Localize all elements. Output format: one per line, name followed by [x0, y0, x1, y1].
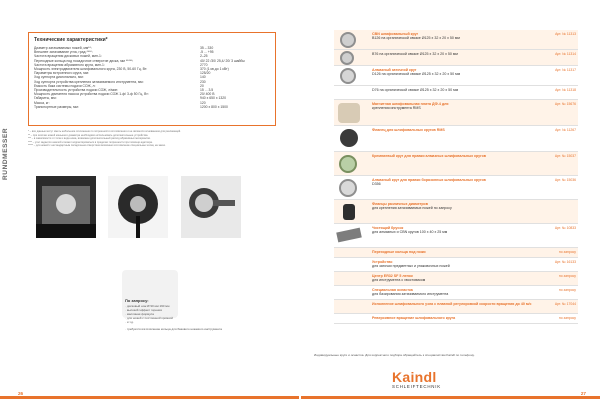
- product-title: Устройство: [372, 260, 393, 264]
- product-row: [334, 176, 578, 200]
- product-image: [334, 86, 370, 99]
- product-article: Арт. № 17044: [554, 302, 576, 306]
- spec-label: Емкость бака системы подачи СОЖ, л:: [34, 83, 96, 88]
- accessories-text: [125, 298, 245, 331]
- product-image: [334, 126, 370, 151]
- product-title: Магнитная шлифовальная плита ДФ-4 для: [372, 102, 449, 106]
- spec-value: 2–25: [200, 54, 208, 59]
- product-row: [334, 30, 578, 50]
- product-title: Исполнение шлифовального узла с плавной регулировкой скорости вращения до 40 м/с: [372, 302, 532, 306]
- product-row: [334, 248, 578, 258]
- product-article: Арт. № 11317: [555, 68, 576, 72]
- spec-value: 120: [200, 100, 206, 105]
- product-desc: B76 на органической связке Ø125 x 32 x 20 x 50 мм: [372, 52, 458, 56]
- product-title: Фланцы различных диаметров: [372, 202, 428, 206]
- brand-logo: [392, 369, 502, 389]
- spec-label: Мощность двигателя насоса устройства подачи СОЖ 1-ф/ 3-ф 50 Гц, Вт:: [34, 92, 149, 97]
- spec-value: 230: [200, 79, 206, 84]
- product-row: [334, 272, 578, 286]
- product-row: [334, 66, 578, 86]
- product-row: [334, 258, 578, 272]
- product-article: по запросу: [558, 288, 576, 292]
- spec-value: 35 – 330: [200, 46, 214, 50]
- product-row: [334, 314, 578, 324]
- accessories-item: · дисковый нож Ø 90 мм 190 мм: [125, 304, 170, 308]
- product-desc: для базирования затачиваемого инструмента: [372, 292, 449, 296]
- strip-gap: [299, 396, 301, 399]
- product-list: [334, 30, 578, 324]
- product-image: [334, 300, 370, 313]
- footnotes: [28, 130, 278, 148]
- product-article: по запросу: [558, 250, 576, 254]
- machine-photo-1: [36, 176, 96, 238]
- accessories-item: · масляная формула: [125, 312, 154, 316]
- product-image: [334, 200, 370, 223]
- brand-name: Kaindl: [392, 369, 437, 385]
- spec-label: Внешнее затачивание угла, град.****:: [34, 50, 93, 55]
- page-number-left: 26: [18, 391, 24, 396]
- footnote: * – все данные могут иметь небольшое отклонение по погрешности изготовления и не являются основанием для рекламаций.: [28, 130, 181, 133]
- product-desc: D126 на органической связке Ø125 x 32 x 20 x 50 мм: [372, 72, 461, 76]
- product-image: [334, 50, 370, 65]
- product-title: Фланец для шлифовальных кругов RMS: [372, 128, 445, 132]
- product-article: по запросу: [558, 274, 576, 278]
- product-desc: D356: [372, 182, 381, 186]
- brand-sub: SCHLEIFTECHNIK: [392, 384, 442, 389]
- product-title: Кремниевый круг для правки алмазных шлифовальных кругов: [372, 154, 486, 158]
- product-row: [334, 152, 578, 176]
- product-desc: для инструмента с хвостовиком: [372, 278, 426, 282]
- product-image: [334, 176, 370, 199]
- side-label: RUNDMESSER: [2, 127, 9, 180]
- spec-label: Мощность электродвигателя шлифовального круга, 230 В, 50-60 Гц, Вт:: [34, 67, 148, 72]
- product-row: [334, 300, 578, 314]
- spec-value: 1200 x 800 x 1500: [200, 104, 228, 109]
- spec-label: Габариты, мм:: [34, 96, 57, 101]
- product-desc: для крепления затачиваемых ножей по запросу: [372, 206, 452, 210]
- spec-label: Транспортные размеры, мм:: [34, 104, 79, 109]
- product-article: Арт. № 15037: [554, 154, 576, 158]
- product-image: [334, 248, 370, 257]
- product-row: [334, 100, 578, 126]
- footnote: **** – угол задается шкалой и может корректироваться в пределах погрешности при помощи адаптера.: [28, 140, 153, 144]
- product-article: по запросу: [558, 316, 576, 320]
- product-row: [334, 126, 578, 152]
- product-article: Арт. № 10833: [554, 226, 576, 230]
- spec-title: Технические характеристики*: [34, 37, 108, 43]
- footnote: *** – в зависимости от типа и вида ножа, возможен дополнительный расход абразивных материалов.: [28, 137, 151, 141]
- spec-value: 15 ... 3.5: [200, 88, 214, 93]
- accessories-foot: · требуется изготовление кольца для бакового ножевого инструмента: [125, 327, 222, 331]
- product-desc: D76 на органической связке Ø125 x 32 x 20 x 50 мм: [372, 88, 459, 92]
- accessories-item: · высокий эффект горения: [125, 308, 162, 312]
- product-article: Арт. № 15676: [554, 102, 576, 106]
- product-title: Реверсивное вращение шлифовального круга: [372, 316, 456, 320]
- product-desc: B126 на органической связке Ø125 x 32 x 20 x 50 мм: [372, 36, 460, 40]
- product-article: Арт. № 16133: [554, 260, 576, 264]
- product-title: Чистящий брусок: [372, 226, 404, 230]
- spec-value: 125/20: [200, 71, 211, 76]
- machine-photo-3: [181, 176, 241, 238]
- accessories-title: По запросу:: [125, 298, 149, 303]
- product-title: Центр ER32 SF 5 лепок: [372, 274, 413, 278]
- spec-label: Ход суппорта диагонально, мм:: [34, 75, 84, 80]
- product-row: [334, 224, 578, 248]
- page-number-right: 27: [580, 391, 586, 396]
- spec-value: 40/ 22 /30/ 25,4/ 20/ 3 шайбы: [200, 58, 245, 63]
- spec-value: 140: [200, 75, 206, 80]
- spec-label: Частота вращения дисковых ножей, мин-1:: [34, 54, 102, 59]
- footnote: ***** – для ножей с нестандартным посадочным отверстием возможно изготовление специальных колец на заказ.: [28, 144, 166, 148]
- product-article: Арт. № 11314: [555, 52, 576, 56]
- spec-label: Производительность устройства подачи СОЖ, л/мин:: [34, 88, 119, 93]
- spec-label: Частота вращения абразивного круга, мин-1:: [34, 62, 105, 67]
- spec-box: [28, 32, 276, 126]
- product-title: Специальная оснастка: [372, 288, 413, 292]
- bottom-note: Индивидуальные круги и оснастка. Для корректного подбора обращайтесь к специалистам Kaindl по телефону.: [314, 353, 475, 357]
- product-image: [334, 314, 370, 323]
- spec-list: [34, 46, 270, 109]
- spec-value: 370 (1 кв.до 1 кВт): [200, 67, 229, 72]
- product-title: CBN шлифовальный круг: [372, 32, 419, 36]
- machine-photo-2: [108, 176, 168, 238]
- spec-label: Переходные кольца под посадочное отверстие диска, мм *****:: [34, 58, 134, 63]
- product-article: Арт. № 11267: [555, 128, 576, 132]
- product-article: Арт. № 11318: [555, 88, 576, 92]
- product-image: [334, 30, 370, 49]
- product-image: [334, 286, 370, 299]
- product-desc: для алмазных и CBN кругов 100 x 40 x 25 мм: [372, 230, 448, 234]
- spec-value: 20/ 400 В: [200, 92, 215, 97]
- spec-value: 20: [200, 83, 204, 88]
- spec-label: Диаметр затачиваемых ножей, мм**:: [34, 46, 92, 50]
- product-image: [334, 152, 370, 175]
- spec-row: [34, 105, 270, 109]
- product-image: [334, 258, 370, 271]
- spec-label: Ход суппорта устройства крепления затачиваемого инструмента, мм:: [34, 79, 144, 84]
- product-image: [334, 66, 370, 85]
- product-row: [334, 86, 578, 100]
- product-desc: крепления инструмента RMS: [372, 106, 421, 110]
- product-row: [334, 50, 578, 66]
- product-image: [334, 272, 370, 285]
- product-image: [334, 224, 370, 247]
- spec-label: Параметры встроенного круга, мм:: [34, 71, 89, 76]
- product-row: [334, 200, 578, 224]
- product-article: Арт. № 15036: [554, 178, 576, 182]
- spec-value: 940 x 650 x 1320: [200, 96, 227, 101]
- accessories-item: · для ножей с постоянной кромкой: [125, 316, 173, 320]
- product-row: [334, 286, 578, 300]
- product-desc: для заточки предметных и упаковочных ножей: [372, 264, 450, 268]
- accessories-item: · и т.д.: [125, 320, 134, 324]
- spec-value: 2770: [200, 62, 208, 67]
- product-image: [334, 100, 370, 125]
- footnote: ** – при заточке ножей меньшего диаметра необходимо использовать дополнительные устройства.: [28, 133, 149, 137]
- product-title: Алмазный круг для правки боразонных шлифовальных кругов: [372, 178, 486, 182]
- product-title: Алмазный заточной круг: [372, 68, 417, 72]
- product-article: Арт. № 11313: [555, 32, 576, 36]
- product-title: Переходные кольца под ножи: [372, 250, 426, 254]
- spec-label: Масса, кг:: [34, 100, 50, 105]
- spec-value: -5 ... +95: [200, 50, 214, 55]
